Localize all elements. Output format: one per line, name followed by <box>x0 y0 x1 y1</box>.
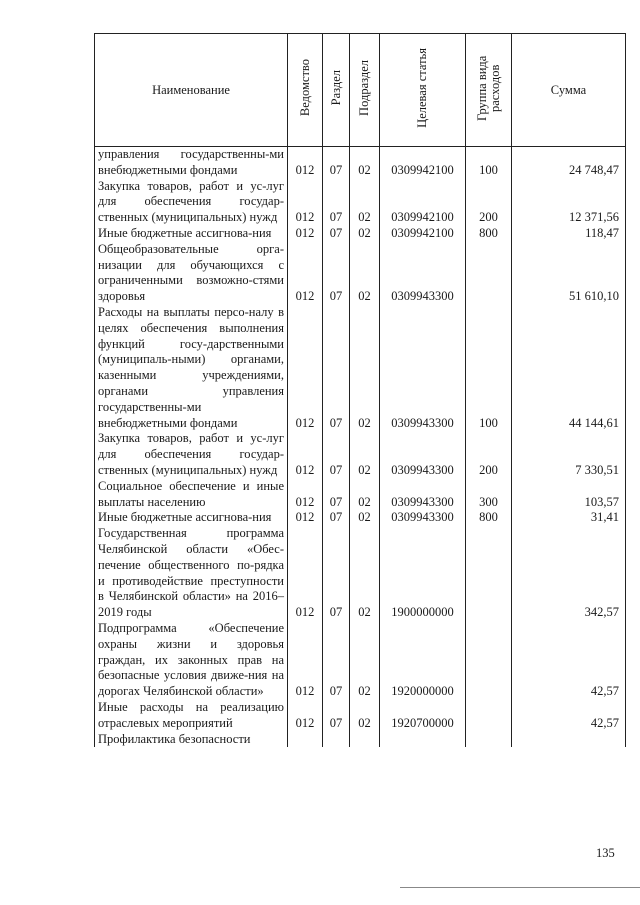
table-row <box>95 147 626 179</box>
cell-summa <box>512 731 626 747</box>
cell-razdel: 07 <box>323 179 350 226</box>
header-tselevaya-statya: Целевая статья <box>380 34 466 147</box>
cell-name: Государственная программа Челябинской области «Обес-печение общественного по-рядка и противодействие преступности в Челябинской области» на 2016–2019 годы <box>95 526 288 621</box>
table-row <box>95 621 626 700</box>
cell-tselevaya-statya: 0309943300 <box>380 479 466 511</box>
cell-vedomstvo: 012 <box>288 479 323 511</box>
cell-razdel: 07 <box>323 242 350 305</box>
cell-summa: 342,57 <box>512 526 626 621</box>
cell-podrazdel: 02 <box>350 242 380 305</box>
cell-vedomstvo: 012 <box>288 226 323 242</box>
cell-summa: 118,47 <box>512 226 626 242</box>
cell-name: Закупка товаров, работ и ус-луг для обеспечения государ-ственных (муниципальных) нужд <box>95 431 288 478</box>
cell-summa: 24 748,47 <box>512 147 626 179</box>
table-row <box>95 526 626 621</box>
cell-podrazdel: 02 <box>350 526 380 621</box>
cell-summa: 42,57 <box>512 621 626 700</box>
cell-podrazdel: 02 <box>350 431 380 478</box>
cell-podrazdel <box>350 731 380 747</box>
cell-gruppa-vida-raskhodov <box>466 621 512 700</box>
cell-gruppa-vida-raskhodov: 200 <box>466 179 512 226</box>
cell-tselevaya-statya <box>380 731 466 747</box>
table-row <box>95 242 626 305</box>
cell-name: Иные расходы на реализацию отраслевых мероприятий <box>95 700 288 732</box>
cell-podrazdel: 02 <box>350 510 380 526</box>
cell-vedomstvo: 012 <box>288 305 323 431</box>
cell-razdel <box>323 731 350 747</box>
table-row <box>95 179 626 226</box>
header-podrazdel: Подраздел <box>350 34 380 147</box>
cell-vedomstvo: 012 <box>288 526 323 621</box>
footer-divider <box>400 887 640 888</box>
cell-name: Профилактика безопасности <box>95 731 288 747</box>
cell-tselevaya-statya: 0309943300 <box>380 510 466 526</box>
cell-name: Социальное обеспечение и иные выплаты населению <box>95 479 288 511</box>
cell-gruppa-vida-raskhodov: 800 <box>466 226 512 242</box>
cell-name: Иные бюджетные ассигнова-ния <box>95 226 288 242</box>
cell-summa: 31,41 <box>512 510 626 526</box>
cell-name: Закупка товаров, работ и ус-луг для обеспечения государ-ственных (муниципальных) нужд <box>95 179 288 226</box>
cell-podrazdel: 02 <box>350 700 380 732</box>
table-row <box>95 305 626 431</box>
cell-razdel: 07 <box>323 479 350 511</box>
cell-razdel: 07 <box>323 147 350 179</box>
cell-vedomstvo <box>288 731 323 747</box>
cell-podrazdel: 02 <box>350 226 380 242</box>
cell-podrazdel: 02 <box>350 305 380 431</box>
cell-gruppa-vida-raskhodov: 100 <box>466 147 512 179</box>
cell-summa: 12 371,56 <box>512 179 626 226</box>
cell-name: Иные бюджетные ассигнова-ния <box>95 510 288 526</box>
cell-gruppa-vida-raskhodov: 800 <box>466 510 512 526</box>
cell-razdel: 07 <box>323 226 350 242</box>
cell-gruppa-vida-raskhodov <box>466 700 512 732</box>
cell-vedomstvo: 012 <box>288 621 323 700</box>
cell-vedomstvo: 012 <box>288 510 323 526</box>
cell-summa: 103,57 <box>512 479 626 511</box>
cell-summa: 51 610,10 <box>512 242 626 305</box>
cell-vedomstvo: 012 <box>288 147 323 179</box>
cell-tselevaya-statya: 0309943300 <box>380 305 466 431</box>
table-header-row <box>95 34 626 147</box>
table-row <box>95 731 626 747</box>
cell-name: Общеобразовательные орга-низации для обучающихся с ограниченными возможно-стями здоровья <box>95 242 288 305</box>
cell-podrazdel: 02 <box>350 179 380 226</box>
header-summa: Сумма <box>512 34 626 147</box>
table-row <box>95 700 626 732</box>
cell-gruppa-vida-raskhodov: 300 <box>466 479 512 511</box>
cell-tselevaya-statya: 1900000000 <box>380 526 466 621</box>
cell-podrazdel: 02 <box>350 147 380 179</box>
cell-tselevaya-statya: 1920000000 <box>380 621 466 700</box>
cell-name: Расходы на выплаты персо-налу в целях обеспечения выполнения функций госу-дарственными (муниципаль-ными) органами, казенными учреждениями, органами управления государственны-ми внебюджетными фондами <box>95 305 288 431</box>
table-body <box>95 147 626 748</box>
cell-razdel: 07 <box>323 510 350 526</box>
budget-table <box>94 33 626 747</box>
cell-tselevaya-statya: 0309943300 <box>380 431 466 478</box>
cell-podrazdel: 02 <box>350 479 380 511</box>
cell-tselevaya-statya: 0309942100 <box>380 147 466 179</box>
cell-tselevaya-statya: 0309943300 <box>380 242 466 305</box>
cell-vedomstvo: 012 <box>288 179 323 226</box>
header-name: Наименование <box>95 34 288 147</box>
cell-gruppa-vida-raskhodov <box>466 242 512 305</box>
cell-razdel: 07 <box>323 621 350 700</box>
table-row <box>95 226 626 242</box>
cell-podrazdel: 02 <box>350 621 380 700</box>
cell-vedomstvo: 012 <box>288 700 323 732</box>
cell-summa: 42,57 <box>512 700 626 732</box>
cell-tselevaya-statya: 0309942100 <box>380 179 466 226</box>
cell-razdel: 07 <box>323 700 350 732</box>
cell-gruppa-vida-raskhodov <box>466 731 512 747</box>
cell-razdel: 07 <box>323 431 350 478</box>
cell-vedomstvo: 012 <box>288 242 323 305</box>
header-vedomstvo: Ведомство <box>288 34 323 147</box>
cell-gruppa-vida-raskhodov: 100 <box>466 305 512 431</box>
cell-name: Подпрограмма «Обеспечение охраны жизни и здоровья граждан, их законных прав на безопасные условия движе-ния на дорогах Челябинской области» <box>95 621 288 700</box>
cell-name: управления государственны-ми внебюджетными фондами <box>95 147 288 179</box>
table-row <box>95 510 626 526</box>
table-row <box>95 479 626 511</box>
cell-summa: 44 144,61 <box>512 305 626 431</box>
header-gruppa-vida-raskhodov: Группа вида расходов <box>466 34 512 147</box>
page-number: 135 <box>596 846 615 860</box>
table-row <box>95 431 626 478</box>
cell-gruppa-vida-raskhodov <box>466 526 512 621</box>
cell-gruppa-vida-raskhodov: 200 <box>466 431 512 478</box>
cell-tselevaya-statya: 1920700000 <box>380 700 466 732</box>
cell-tselevaya-statya: 0309942100 <box>380 226 466 242</box>
header-razdel: Раздел <box>323 34 350 147</box>
cell-razdel: 07 <box>323 305 350 431</box>
cell-summa: 7 330,51 <box>512 431 626 478</box>
cell-vedomstvo: 012 <box>288 431 323 478</box>
cell-razdel: 07 <box>323 526 350 621</box>
